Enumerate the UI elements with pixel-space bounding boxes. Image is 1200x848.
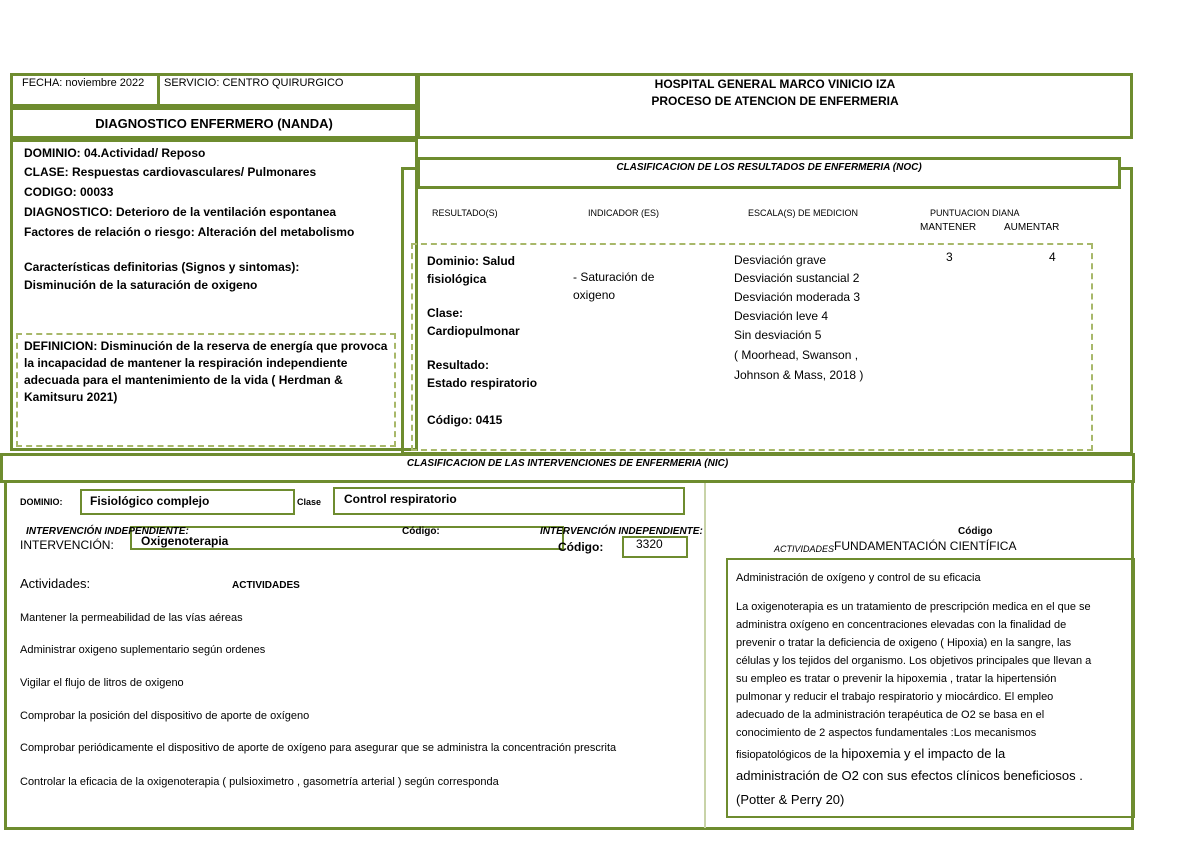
definicion-line-1: DEFINICION: Disminución de la reserva de energía que provoca xyxy=(24,339,388,353)
actividades-small-label: ACTIVIDADES xyxy=(774,544,835,554)
mantener-value: 3 xyxy=(946,250,953,264)
proceso-title: PROCESO DE ATENCION DE ENFERMERIA xyxy=(651,94,899,108)
col-indicador: INDICADOR (ES) xyxy=(588,208,660,218)
fund-line-4: su empleo es tratar o prevenir la hipoxemia , tratar la hipertensión xyxy=(736,673,1057,685)
codigo-label-2: Código: xyxy=(558,540,604,554)
res-dominio-2: fisiológica xyxy=(427,272,487,286)
escala-line-0: Desviación grave xyxy=(734,253,827,267)
col-aumentar: AUMENTAR xyxy=(1004,222,1060,233)
actividad-item-4: Comprobar periódicamente el dispositivo de aporte de oxígeno para asegurar que se administra la concentración prescrita xyxy=(20,742,617,754)
fund-big-line-1 xyxy=(736,745,1005,763)
actividades-label: Actividades: xyxy=(20,576,91,591)
col-escala: ESCALA(S) DE MEDICION xyxy=(748,208,859,218)
clase-label: Clase xyxy=(297,497,322,507)
fund-line-6: adecuado de la administración terapéutica de O2 se basa en el xyxy=(736,709,1045,721)
aumentar-value: 4 xyxy=(1049,250,1056,264)
res-codigo: Código: 0415 xyxy=(427,413,503,427)
clase-value: Control respiratorio xyxy=(344,492,457,506)
nanda-dominio: DOMINIO: 04.Actividad/ Reposo xyxy=(24,146,206,160)
definicion-line-2: la incapacidad de mantener la respiración independiente xyxy=(24,356,348,370)
intervencion-independiente-label-2: INTERVENCIÓN INDEPENDIENTE: xyxy=(540,526,703,537)
fund-line-2: prevenir o tratar la deficiencia de oxigeno ( Hipoxia) en la sangre, las xyxy=(736,637,1072,649)
fecha-text: FECHA: noviembre 2022 xyxy=(22,77,145,89)
nic-divider xyxy=(704,483,706,828)
codigo-label-1: Código: xyxy=(402,526,440,537)
res-clase-1: Clase: xyxy=(427,306,464,320)
servicio-text: SERVICIO: CENTRO QUIRURGICO xyxy=(164,77,344,89)
escala-line-1: Desviación sustancial 2 xyxy=(734,271,860,285)
escala-line-3: Desviación leve 4 xyxy=(734,309,829,323)
nanda-diagnostico: DIAGNOSTICO: Deterioro de la ventilación espontanea xyxy=(24,205,337,219)
actividad-item-5: Controlar la eficacia de la oxigenoterapia ( pulsioximetro , gasometría arterial ) según corresponda xyxy=(20,776,499,788)
escala-line-4: Sin desviación 5 xyxy=(734,328,822,342)
fund-big-1b: hipoxemia y el impacto de la xyxy=(841,746,1006,761)
definicion-line-4: Kamitsuru 2021) xyxy=(24,390,118,404)
fund-big-line-2: administración de O2 con sus efectos clínicos beneficiosos . xyxy=(736,768,1083,783)
fund-title: Administración de oxígeno y control de su eficacia xyxy=(736,572,981,584)
actividad-item-1: Administrar oxigeno suplementario según ordenes xyxy=(20,644,266,656)
dominio-label: DOMINIO: xyxy=(20,497,63,507)
col-puntuacion: PUNTUACION DIANA xyxy=(930,208,1020,218)
actividad-item-0: Mantener la permeabilidad de las vías aéreas xyxy=(20,612,243,624)
escala-line-2: Desviación moderada 3 xyxy=(734,290,861,304)
codigo-value: 3320 xyxy=(636,537,663,551)
fund-line-1: administra oxígeno en concentraciones elevadas con la finalidad de xyxy=(736,619,1067,631)
indicador-1: - Saturación de xyxy=(573,270,655,284)
col-mantener: MANTENER xyxy=(920,222,977,233)
fund-line-5: pulmonar y reducir el trabajo respiratorio y miocárdico. El empleo xyxy=(736,691,1054,703)
res-clase-2: Cardiopulmonar xyxy=(427,324,520,338)
escala-line-5: ( Moorhead, Swanson , xyxy=(734,348,859,362)
nic-title: CLASIFICACION DE LAS INTERVENCIONES DE ENFERMERIA (NIC) xyxy=(406,458,729,469)
res-resultado-2: Estado respiratorio xyxy=(427,376,538,390)
res-dominio-1: Dominio: Salud xyxy=(427,254,515,268)
hospital-name: HOSPITAL GENERAL MARCO VINICIO IZA xyxy=(654,77,896,91)
nanda-factores: Factores de relación o riesgo: Alteración del metabolismo xyxy=(24,225,355,239)
fundamentacion-title: FUNDAMENTACIÓN CIENTÍFICA xyxy=(834,539,1017,553)
intervencion-independiente-label-1: INTERVENCIÓN INDEPENDIENTE: xyxy=(26,526,189,537)
fund-big-1a: fisiopatológicos de la xyxy=(736,749,842,761)
intervencion-label: INTERVENCIÓN: xyxy=(20,538,114,552)
actividades-header: ACTIVIDADES xyxy=(232,580,300,591)
codigo-label-right: Código xyxy=(958,526,993,537)
dominio-value: Fisiológico complejo xyxy=(90,494,210,508)
nanda-caracteristicas-1: Características definitorias (Signos y sintomas): xyxy=(24,260,300,274)
fund-line-7: conocimiento de 2 aspectos fundamentales :Los mecanismos xyxy=(736,727,1037,739)
diagnostico-title: DIAGNOSTICO ENFERMERO (NANDA) xyxy=(95,116,333,131)
definicion-line-3: adecuada para el mantenimiento de la vida ( Herdman & xyxy=(24,373,343,387)
fund-line-0: La oxigenoterapia es un tratamiento de prescripción medica en el que se xyxy=(736,601,1091,613)
fund-line-3: células y los tejidos del organismo. Los objetivos principales que llevan a xyxy=(736,655,1092,667)
res-resultado-1: Resultado: xyxy=(427,358,490,372)
nanda-codigo: CODIGO: 00033 xyxy=(24,185,114,199)
indicador-2: oxigeno xyxy=(573,288,616,302)
actividad-item-2: Vigilar el flujo de litros de oxigeno xyxy=(20,677,184,689)
nanda-caracteristicas-2: Disminución de la saturación de oxigeno xyxy=(24,278,258,292)
col-resultado: RESULTADO(S) xyxy=(432,208,498,218)
intervencion-value: Oxigenoterapia xyxy=(141,534,229,548)
fund-ref: (Potter & Perry 20) xyxy=(736,792,845,807)
actividad-item-3: Comprobar la posición del dispositivo de aporte de oxígeno xyxy=(20,710,310,722)
escala-line-6: Johnson & Mass, 2018 ) xyxy=(734,368,864,382)
nanda-clase: CLASE: Respuestas cardiovasculares/ Pulmonares xyxy=(24,165,317,179)
noc-title: CLASIFICACION DE LOS RESULTADOS DE ENFERMERIA (NOC) xyxy=(616,162,922,173)
